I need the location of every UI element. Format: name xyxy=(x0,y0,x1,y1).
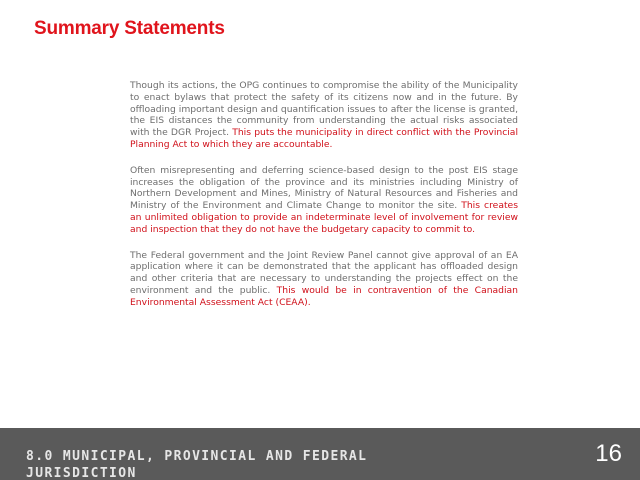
paragraph-2-text: Often misrepresenting and deferring science-based design to the post EIS stage increases the obligation of the province and its ministries including Ministry of Northern Development and Mines, Ministry of Natural Resources and Fisheries and Ministry of the Environment and Climate Change to monitor the site. xyxy=(130,164,518,212)
paragraph-3 xyxy=(130,250,518,309)
paragraph-1 xyxy=(130,80,518,151)
paragraph-2-highlight: This creates an unlimited obligation to provide an indeterminate level of involvement for review and inspection that they do not have the budgetary capacity to commit to. xyxy=(130,200,518,235)
slide-body xyxy=(130,80,518,323)
page-number: 16 xyxy=(595,440,622,467)
paragraph-1-text: Though its actions, the OPG continues to compromise the ability of the Municipality to enact bylaws that protect the safety of its citizens now and in the future. By offloading important design and quantification issues to after the license is granted, the EIS distances the community from understanding the actual risks associated with the DGR Project. xyxy=(130,80,518,139)
footer-bar xyxy=(0,428,640,480)
paragraph-3-highlight: This would be in contravention of the Canadian Environmental Assessment Act (CEAA). xyxy=(130,284,518,308)
slide-title: Summary Statements xyxy=(34,18,225,39)
section-title: 8.0 MUNICIPAL, PROVINCIAL AND FEDERAL JURISDICTION xyxy=(26,449,368,480)
paragraph-2 xyxy=(130,165,518,236)
paragraph-1-highlight: This puts the municipality in direct conflict with the Provincial Planning Act to which they are accountable. xyxy=(130,127,518,150)
paragraph-3-text: The Federal government and the Joint Review Panel cannot give approval of an EA application where it can be demonstrated that the applicant has offloaded design and other criteria that are necessary to understanding the projects effect on the environment and the public. xyxy=(130,249,518,296)
